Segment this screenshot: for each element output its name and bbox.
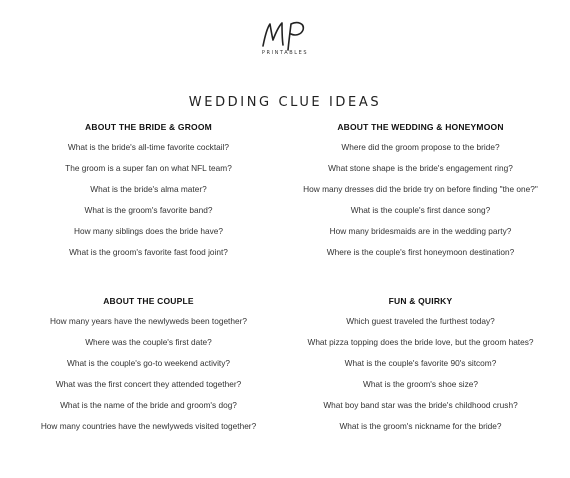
question-item: What was the first concert they attended together?: [55, 379, 242, 389]
question-item: What is the bride's alma mater?: [90, 184, 207, 194]
question-item: Which guest traveled the furthest today?: [346, 316, 495, 326]
question-list: [6, 316, 291, 442]
question-item: How many bridesmaids are in the wedding party?: [329, 226, 512, 236]
mp-monogram-logo: [257, 18, 313, 52]
question-item: What pizza topping does the bride love, but the groom hates?: [307, 337, 534, 347]
question-item: Where was the couple's first date?: [85, 337, 212, 347]
question-item: How many siblings does the bride have?: [74, 226, 223, 236]
section-heading: FUN & QUIRKY: [388, 296, 453, 306]
section-heading: ABOUT THE BRIDE & GROOM: [85, 122, 212, 132]
question-item: What is the bride's all-time favorite cocktail?: [67, 142, 230, 152]
question-list: [278, 316, 563, 442]
section-heading: ABOUT THE COUPLE: [103, 296, 194, 306]
logo-subtitle: PRINTABLES: [261, 50, 309, 56]
logo: [0, 18, 570, 56]
question-item: What is the couple's first dance song?: [350, 205, 491, 215]
question-item: What is the couple's favorite 90's sitcom?: [344, 358, 497, 368]
question-item: What is the couple's go-to weekend activity?: [67, 358, 230, 368]
section-bride-groom: [6, 122, 291, 268]
question-item: Where did the groom propose to the bride?: [341, 142, 500, 152]
question-item: What is the groom's shoe size?: [362, 379, 479, 389]
question-item: What is the name of the bride and groom's dog?: [60, 400, 237, 410]
section-wedding-honeymoon: [278, 122, 563, 268]
question-list: [6, 142, 291, 268]
question-item: The groom is a super fan on what NFL team?: [65, 163, 232, 173]
question-item: What boy band star was the bride's childhood crush?: [323, 400, 518, 410]
question-item: What is the groom's favorite band?: [84, 205, 213, 215]
question-item: Where is the couple's first honeymoon destination?: [326, 247, 515, 257]
section-couple: [6, 296, 291, 442]
question-item: How many years have the newlyweds been together?: [50, 316, 247, 326]
question-item: How many countries have the newlyweds visited together?: [40, 421, 257, 431]
page-title: WEDDING CLUE IDEAS: [188, 94, 382, 110]
section-fun-quirky: [278, 296, 563, 442]
question-item: How many dresses did the bride try on before finding "the one?": [303, 184, 538, 194]
question-item: What is the groom's nickname for the bride?: [339, 421, 502, 431]
question-item: What stone shape is the bride's engagement ring?: [328, 163, 513, 173]
section-heading: ABOUT THE WEDDING & HONEYMOON: [337, 122, 504, 132]
question-item: What is the groom's favorite fast food joint?: [69, 247, 228, 257]
question-list: [278, 142, 563, 268]
